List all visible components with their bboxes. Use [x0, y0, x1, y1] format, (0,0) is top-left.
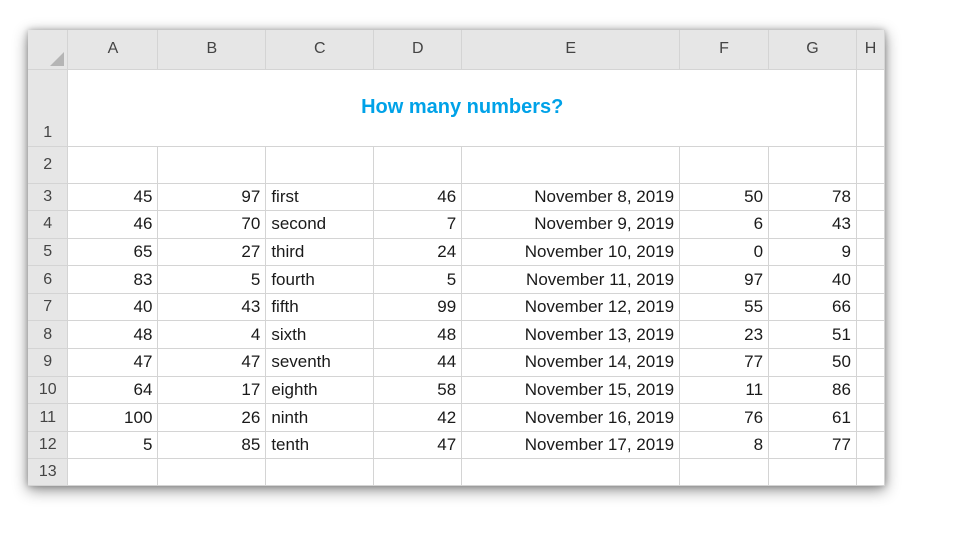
cell-a[interactable]: 100	[68, 404, 158, 432]
cell-a[interactable]: 5	[68, 431, 158, 459]
row-header-7[interactable]: 7	[28, 293, 68, 321]
sheet-row-13	[28, 459, 885, 486]
cell-a[interactable]: 64	[68, 376, 158, 404]
table-row	[28, 266, 885, 294]
cell-b[interactable]: 85	[158, 431, 266, 459]
cell-d[interactable]: 58	[374, 376, 462, 404]
table-row	[28, 183, 885, 211]
cell-a[interactable]: 65	[68, 238, 158, 266]
cell[interactable]	[68, 459, 158, 486]
cell-e[interactable]: November 11, 2019	[462, 266, 680, 294]
cell-d[interactable]: 24	[374, 238, 462, 266]
cell-f[interactable]: 97	[680, 266, 769, 294]
cell-d[interactable]: 44	[374, 349, 462, 377]
cell-d[interactable]: 5	[374, 266, 462, 294]
cell[interactable]	[374, 459, 462, 486]
cell[interactable]	[158, 459, 266, 486]
cell[interactable]	[769, 459, 857, 486]
cell[interactable]	[462, 459, 680, 486]
cell-d[interactable]: 46	[374, 183, 462, 211]
cell-c[interactable]: second	[266, 211, 374, 239]
cell-h[interactable]	[856, 211, 884, 239]
cell-a[interactable]: 47	[68, 349, 158, 377]
row-header-8[interactable]: 8	[28, 321, 68, 349]
cell-e[interactable]: November 16, 2019	[462, 404, 680, 432]
table-row	[28, 349, 885, 377]
cell-d[interactable]: 42	[374, 404, 462, 432]
title-cell[interactable]: How many numbers?	[68, 69, 856, 146]
cell-g[interactable]: 51	[769, 321, 857, 349]
cell-d[interactable]: 48	[374, 321, 462, 349]
cell-e[interactable]: November 14, 2019	[462, 349, 680, 377]
cell-h[interactable]	[856, 183, 884, 211]
row-header-13[interactable]: 13	[28, 459, 68, 486]
sheet-row-1	[28, 69, 885, 146]
cell-f[interactable]: 77	[680, 349, 769, 377]
table-row	[28, 211, 885, 239]
row-header-2[interactable]: 2	[28, 146, 68, 183]
spreadsheet-frame	[28, 30, 885, 486]
cell-b[interactable]: 97	[158, 183, 266, 211]
column-header-f[interactable]: F	[680, 30, 769, 69]
cell-c[interactable]: first	[266, 183, 374, 211]
column-header-d[interactable]: D	[374, 30, 462, 69]
cell-e[interactable]: November 15, 2019	[462, 376, 680, 404]
select-all-corner[interactable]	[28, 30, 68, 69]
table-row	[28, 431, 885, 459]
cell[interactable]	[462, 146, 680, 183]
row-header-9[interactable]: 9	[28, 349, 68, 377]
cell-f[interactable]: 23	[680, 321, 769, 349]
cell-c[interactable]: ninth	[266, 404, 374, 432]
cell[interactable]	[680, 146, 769, 183]
cell-f[interactable]: 8	[680, 431, 769, 459]
spreadsheet-grid	[28, 30, 885, 486]
cell[interactable]	[158, 146, 266, 183]
cell-h[interactable]	[856, 238, 884, 266]
cell[interactable]	[769, 146, 857, 183]
table-row	[28, 376, 885, 404]
cell[interactable]	[68, 146, 158, 183]
cell-h[interactable]	[856, 376, 884, 404]
cell-b[interactable]: 5	[158, 266, 266, 294]
cell-e[interactable]: November 12, 2019	[462, 293, 680, 321]
row-header-6[interactable]: 6	[28, 266, 68, 294]
cell-h[interactable]	[856, 431, 884, 459]
cell-g[interactable]: 86	[769, 376, 857, 404]
cell-e[interactable]: November 10, 2019	[462, 238, 680, 266]
cell-f[interactable]: 76	[680, 404, 769, 432]
row-header-1[interactable]: 1	[28, 69, 68, 146]
column-header-a[interactable]: A	[68, 30, 158, 69]
cell-a[interactable]: 46	[68, 211, 158, 239]
cell-a[interactable]: 45	[68, 183, 158, 211]
table-row	[28, 404, 885, 432]
cell-f[interactable]: 55	[680, 293, 769, 321]
cell-c[interactable]: tenth	[266, 431, 374, 459]
cell-g[interactable]: 43	[769, 211, 857, 239]
cell-f[interactable]: 0	[680, 238, 769, 266]
cell-b[interactable]: 70	[158, 211, 266, 239]
table-row	[28, 238, 885, 266]
cell-h[interactable]	[856, 266, 884, 294]
cell-d[interactable]: 47	[374, 431, 462, 459]
cell-d[interactable]: 99	[374, 293, 462, 321]
cell[interactable]	[856, 459, 884, 486]
cell-g[interactable]: 50	[769, 349, 857, 377]
cell-g[interactable]: 66	[769, 293, 857, 321]
cell[interactable]	[680, 459, 769, 486]
cell-c[interactable]: eighth	[266, 376, 374, 404]
cell-b[interactable]: 26	[158, 404, 266, 432]
column-header-b[interactable]: B	[158, 30, 266, 69]
select-all-icon	[50, 52, 64, 66]
cell[interactable]	[374, 146, 462, 183]
cell-d[interactable]: 7	[374, 211, 462, 239]
sheet-row-2	[28, 146, 885, 183]
cell[interactable]	[266, 146, 374, 183]
column-header-h[interactable]: H	[856, 30, 884, 69]
cell-f[interactable]: 6	[680, 211, 769, 239]
cell[interactable]	[856, 146, 884, 183]
cell-e[interactable]: November 8, 2019	[462, 183, 680, 211]
column-header-e[interactable]: E	[462, 30, 680, 69]
cell-b[interactable]: 47	[158, 349, 266, 377]
cell-c[interactable]: seventh	[266, 349, 374, 377]
cell-b[interactable]: 27	[158, 238, 266, 266]
cell-b[interactable]: 43	[158, 293, 266, 321]
cell[interactable]	[856, 69, 884, 146]
cell-g[interactable]: 77	[769, 431, 857, 459]
cell[interactable]	[266, 459, 374, 486]
row-header-12[interactable]: 12	[28, 431, 68, 459]
cell-c[interactable]: third	[266, 238, 374, 266]
cell-b[interactable]: 17	[158, 376, 266, 404]
column-header-c[interactable]: C	[266, 30, 374, 69]
cell-c[interactable]: fifth	[266, 293, 374, 321]
cell-h[interactable]	[856, 321, 884, 349]
cell-g[interactable]: 78	[769, 183, 857, 211]
cell-e[interactable]: November 13, 2019	[462, 321, 680, 349]
cell-c[interactable]: sixth	[266, 321, 374, 349]
cell-h[interactable]	[856, 293, 884, 321]
cell-b[interactable]: 4	[158, 321, 266, 349]
cell-a[interactable]: 40	[68, 293, 158, 321]
cell-e[interactable]: November 17, 2019	[462, 431, 680, 459]
column-header-g[interactable]: G	[769, 30, 857, 69]
cell-c[interactable]: fourth	[266, 266, 374, 294]
cell-g[interactable]: 9	[769, 238, 857, 266]
cell-a[interactable]: 83	[68, 266, 158, 294]
cell-h[interactable]	[856, 349, 884, 377]
cell-g[interactable]: 40	[769, 266, 857, 294]
cell-f[interactable]: 11	[680, 376, 769, 404]
row-header-3[interactable]: 3	[28, 183, 68, 211]
row-header-11[interactable]: 11	[28, 404, 68, 432]
table-row	[28, 321, 885, 349]
cell-h[interactable]	[856, 404, 884, 432]
cell-a[interactable]: 48	[68, 321, 158, 349]
cell-g[interactable]: 61	[769, 404, 857, 432]
row-header-10[interactable]: 10	[28, 376, 68, 404]
cell-f[interactable]: 50	[680, 183, 769, 211]
row-header-5[interactable]: 5	[28, 238, 68, 266]
table-row	[28, 293, 885, 321]
row-header-4[interactable]: 4	[28, 211, 68, 239]
cell-e[interactable]: November 9, 2019	[462, 211, 680, 239]
